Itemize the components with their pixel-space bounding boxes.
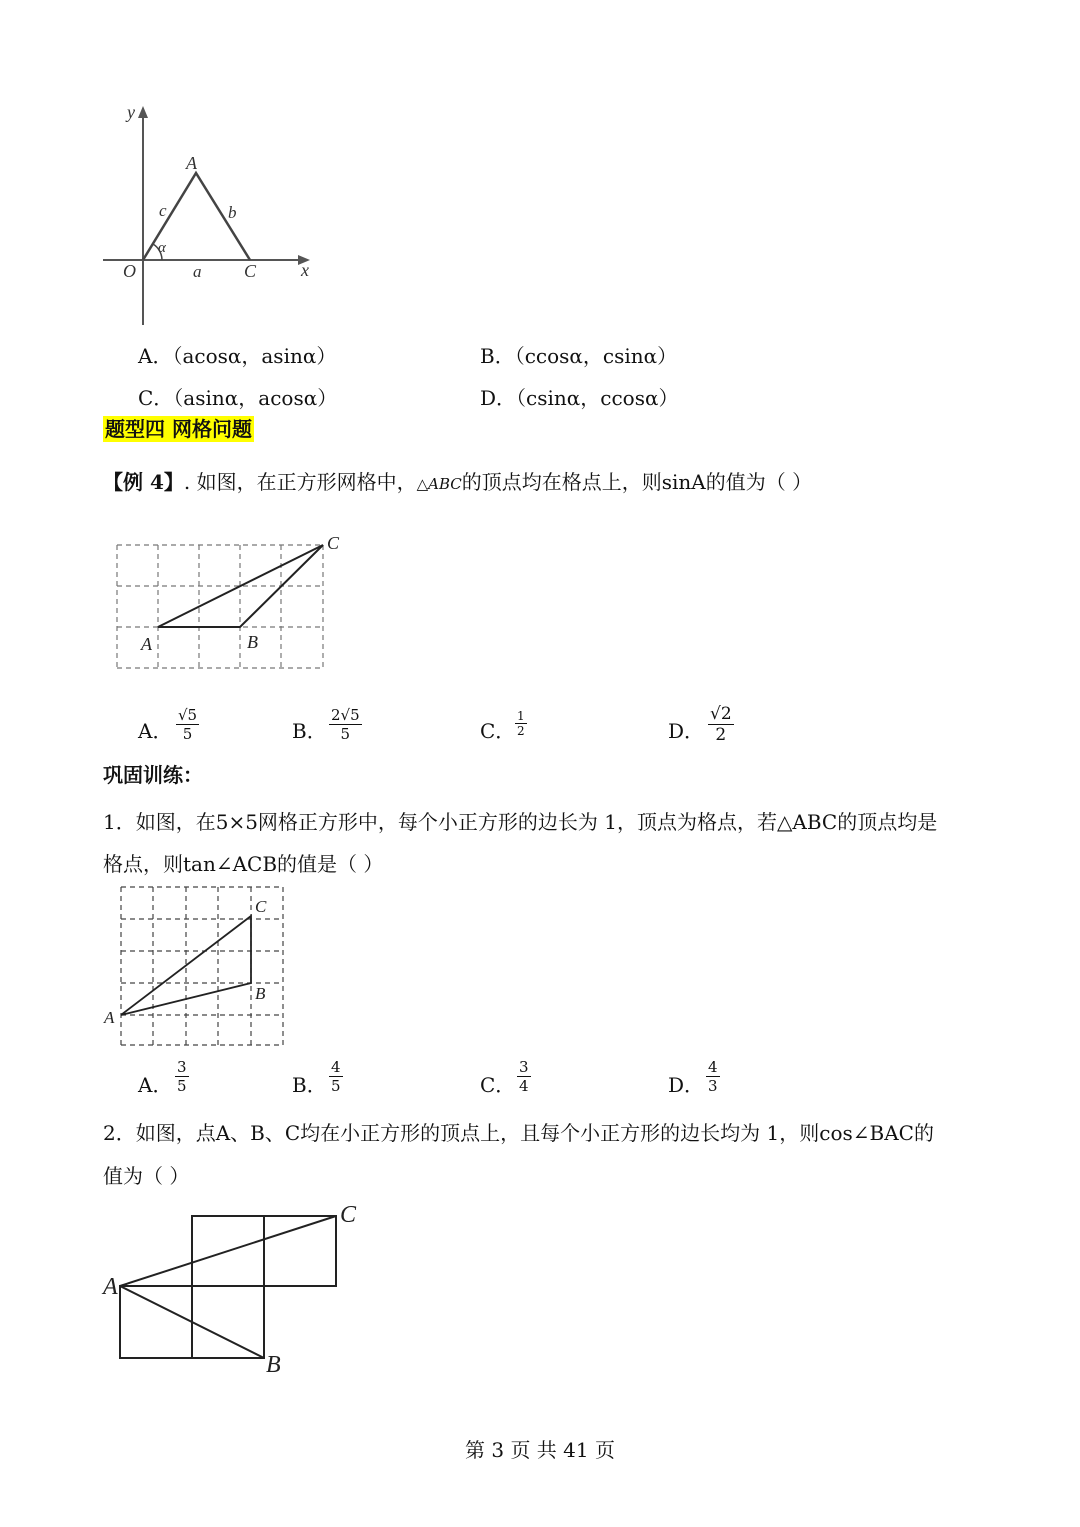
svg-text:C: C xyxy=(340,1202,357,1228)
practice-heading: 巩固训练： xyxy=(103,763,203,787)
ex4-option-c: C． xyxy=(480,719,516,743)
p1-option-b-fraction: $\frac{4}{5}$ xyxy=(331,1058,341,1095)
option-b: B．（ccosα，csinα） xyxy=(480,344,678,368)
ex4-option-c-fraction: $\frac{1}{2}$ xyxy=(517,709,525,738)
example4-question: 【例 4】. 如图，在正方形网格中，△ABC的顶点均在格点上，则sinA的值为（ ） xyxy=(103,470,813,494)
p1-option-c-fraction: $\frac{3}{4}$ xyxy=(519,1058,529,1095)
option-c: C．（asinα，acosα） xyxy=(138,386,338,410)
svg-text:B: B xyxy=(266,1352,281,1378)
svg-text:x: x xyxy=(301,260,309,280)
ex4-option-d-fraction: $\frac{√2}{2}$ xyxy=(710,704,732,745)
svg-text:A: A xyxy=(104,1008,115,1027)
page-footer: 第 3 页 共 41 页 xyxy=(465,1438,615,1462)
svg-text:c: c xyxy=(159,201,167,220)
ex4-option-b: B． xyxy=(292,719,327,743)
example4-tag: 【例 4】 xyxy=(103,470,184,494)
svg-text:A: A xyxy=(141,634,152,654)
svg-text:a: a xyxy=(193,262,202,281)
ex4-option-a: A． xyxy=(138,719,173,743)
p1-option-b: B． xyxy=(292,1073,327,1097)
svg-text:A: A xyxy=(186,153,197,173)
practice1-grid-figure xyxy=(100,880,300,1050)
svg-text:C: C xyxy=(255,897,267,916)
practice2-line2: 值为（ ） xyxy=(103,1164,190,1188)
svg-text:A: A xyxy=(103,1274,118,1300)
p1-option-d-fraction: $\frac{4}{3}$ xyxy=(708,1058,718,1095)
svg-text:O: O xyxy=(123,261,136,281)
svg-text:C: C xyxy=(327,533,340,553)
svg-text:B: B xyxy=(255,984,266,1003)
practice1-line2: 格点，则tan∠ACB的值是（ ） xyxy=(103,852,384,876)
svg-text:C: C xyxy=(244,261,257,281)
practice2-line1: 2．如图，点A、B、C均在小正方形的顶点上，且每个小正方形的边长均为 1，则cos∠BAC的 xyxy=(103,1121,934,1145)
example4-grid-figure xyxy=(110,530,350,680)
coordinate-triangle-figure xyxy=(100,100,320,330)
practice1-line1: 1．如图，在5×5网格正方形中，每个小正方形的边长为 1，顶点为格点，若△ABC的顶点均是 xyxy=(103,810,938,834)
p1-option-c: C． xyxy=(480,1073,516,1097)
p1-option-a: A． xyxy=(138,1073,173,1097)
triangle-abc xyxy=(121,916,251,1015)
svg-text:B: B xyxy=(247,632,258,652)
option-d: D．（csinα，ccosα） xyxy=(480,386,679,410)
ex4-option-a-fraction: $\frac{√5}{5}$ xyxy=(178,706,198,743)
section-heading: 题型四 网格问题 xyxy=(105,417,252,441)
practice2-grid-figure xyxy=(100,1195,380,1380)
svg-text:α: α xyxy=(158,240,166,256)
p1-option-d: D． xyxy=(668,1073,705,1097)
p1-option-a-fraction: $\frac{3}{5}$ xyxy=(177,1058,187,1095)
line-ac xyxy=(120,1216,336,1286)
ex4-option-d: D． xyxy=(668,719,705,743)
svg-text:b: b xyxy=(228,203,237,222)
svg-text:y: y xyxy=(127,102,135,122)
ex4-option-b-fraction: $\frac{2√5}{5}$ xyxy=(331,706,360,743)
option-a: A．（acosα，asinα） xyxy=(138,344,337,368)
